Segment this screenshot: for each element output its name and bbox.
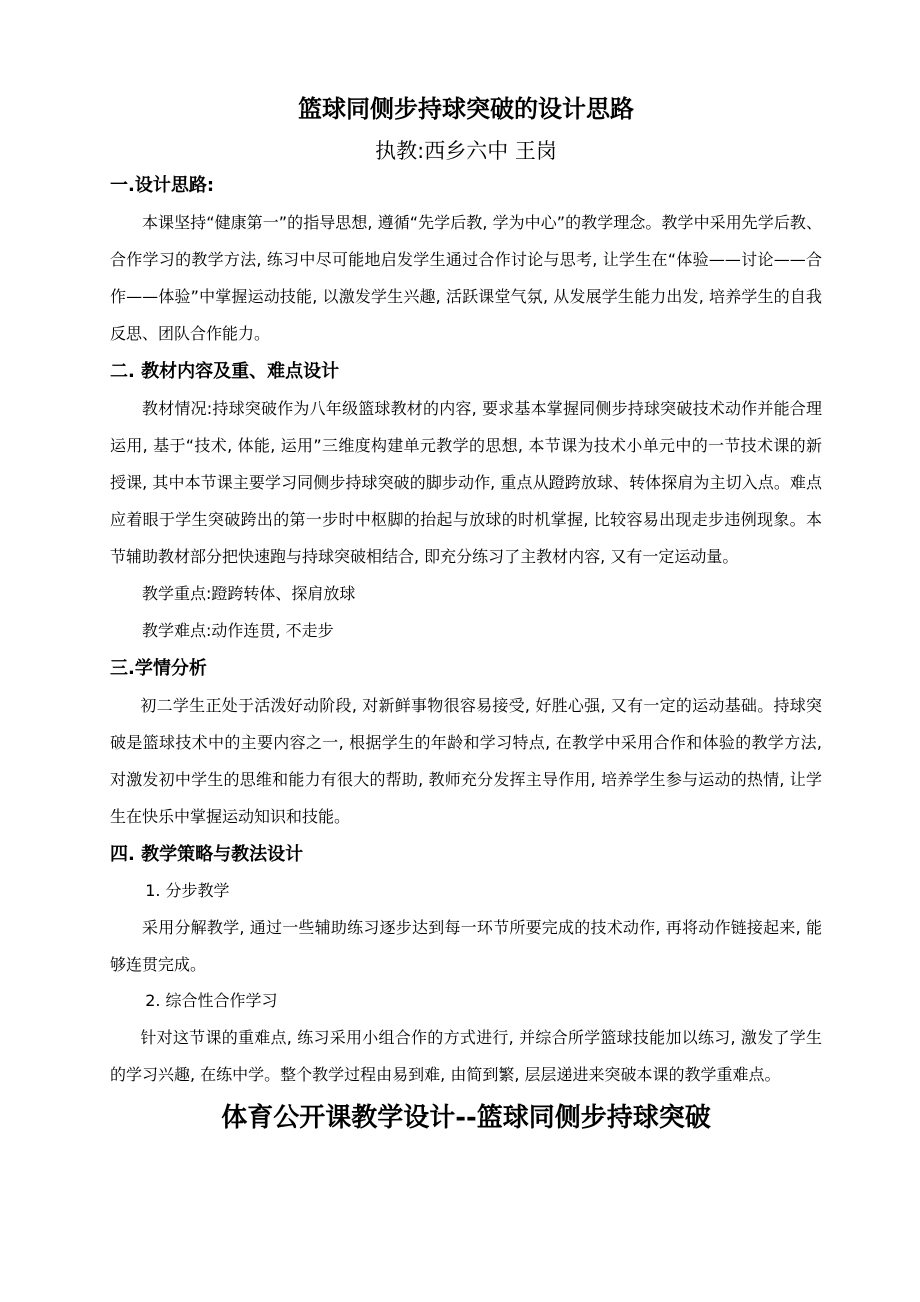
section-heading: 一.设计思路: — [110, 175, 215, 196]
teaching-key-point: 教学重点:蹬跨转体、探肩放球 — [142, 584, 356, 603]
section-student-analysis — [110, 655, 822, 835]
subsection-title: 1. 分步教学 — [145, 881, 230, 900]
document-title: 篮球同侧步持球突破的设计思路 — [298, 95, 634, 123]
section-content-and-keypoints — [110, 358, 822, 649]
subsection-title: 2. 综合性合作学习 — [145, 991, 278, 1010]
section-heading: 二. 教材内容及重、难点设计 — [110, 361, 340, 382]
paragraph: 教材情况:持球突破作为八年级篮球教材的内容, 要求基本掌握同侧步持球突破技术动作并能合理运用, 基于“技术, 体能, 运用”三维度构建单元教学的思想, 本节课为技术小单元中的一节技术课的新授课, 其中本节课主要学习同侧步持球突破的脚步动作, 重点从蹬跨放球、转体探肩为主切入点。难点应着眼于学生突破跨出的第一步时中枢脚的抬起与放球的时机掌握, 比较容易出现走步违例现象。本节辅助教材部分把快速跑与持球突破相结合, 即充分练习了主教材内容, 又有一定运动量。 — [110, 399, 822, 566]
paragraph: 本课坚持“健康第一”的指导思想, 遵循“先学后教, 学为中心”的教学理念。教学中采用先学后教、合作学习的教学方法, 练习中尽可能地启发学生通过合作讨论与思考, 让学生在“体验——讨论——合作——体验”中掌握运动技能, 以激发学生兴趣, 活跃课堂气氛, 从发展学生能力出发, 培养学生的自我反思、团队合作能力。 — [110, 213, 822, 343]
section-heading: 四. 教学策略与教法设计 — [110, 844, 304, 865]
paragraph: 初二学生正处于活泼好动阶段, 对新鲜事物很容易接受, 好胜心强, 又有一定的运动基础。持球突破是篮球技术中的主要内容之一, 根据学生的年龄和学习特点, 在教学中采用合作和体验的教学方法, 对激发初中学生的思维和能力有很大的帮助, 教师充分发挥主导作用, 培养学生参与运动的热情, 让学生在快乐中掌握运动知识和技能。 — [110, 696, 822, 826]
paragraph: 针对这节课的重难点, 练习采用小组合作的方式进行, 并综合所学篮球技能加以练习, 激发了学生的学习兴趣, 在练中学。整个教学过程由易到难, 由简到繁, 层层递进来突破本课的教学重难点。 — [110, 1028, 822, 1084]
document-author: 执教:西乡六中 王岗 — [375, 139, 557, 163]
paragraph: 采用分解教学, 通过一些辅助练习逐步达到每一环节所要完成的技术动作, 再将动作链接起来, 能够连贯完成。 — [110, 918, 822, 974]
footer-title: 体育公开课教学设计--篮球同侧步持球突破 — [221, 1103, 711, 1133]
section-teaching-strategy — [110, 841, 822, 1093]
section-design-ideas — [110, 172, 822, 352]
section-heading: 三.学情分析 — [110, 658, 207, 679]
teaching-difficulty: 教学难点:动作连贯, 不走步 — [142, 621, 334, 640]
